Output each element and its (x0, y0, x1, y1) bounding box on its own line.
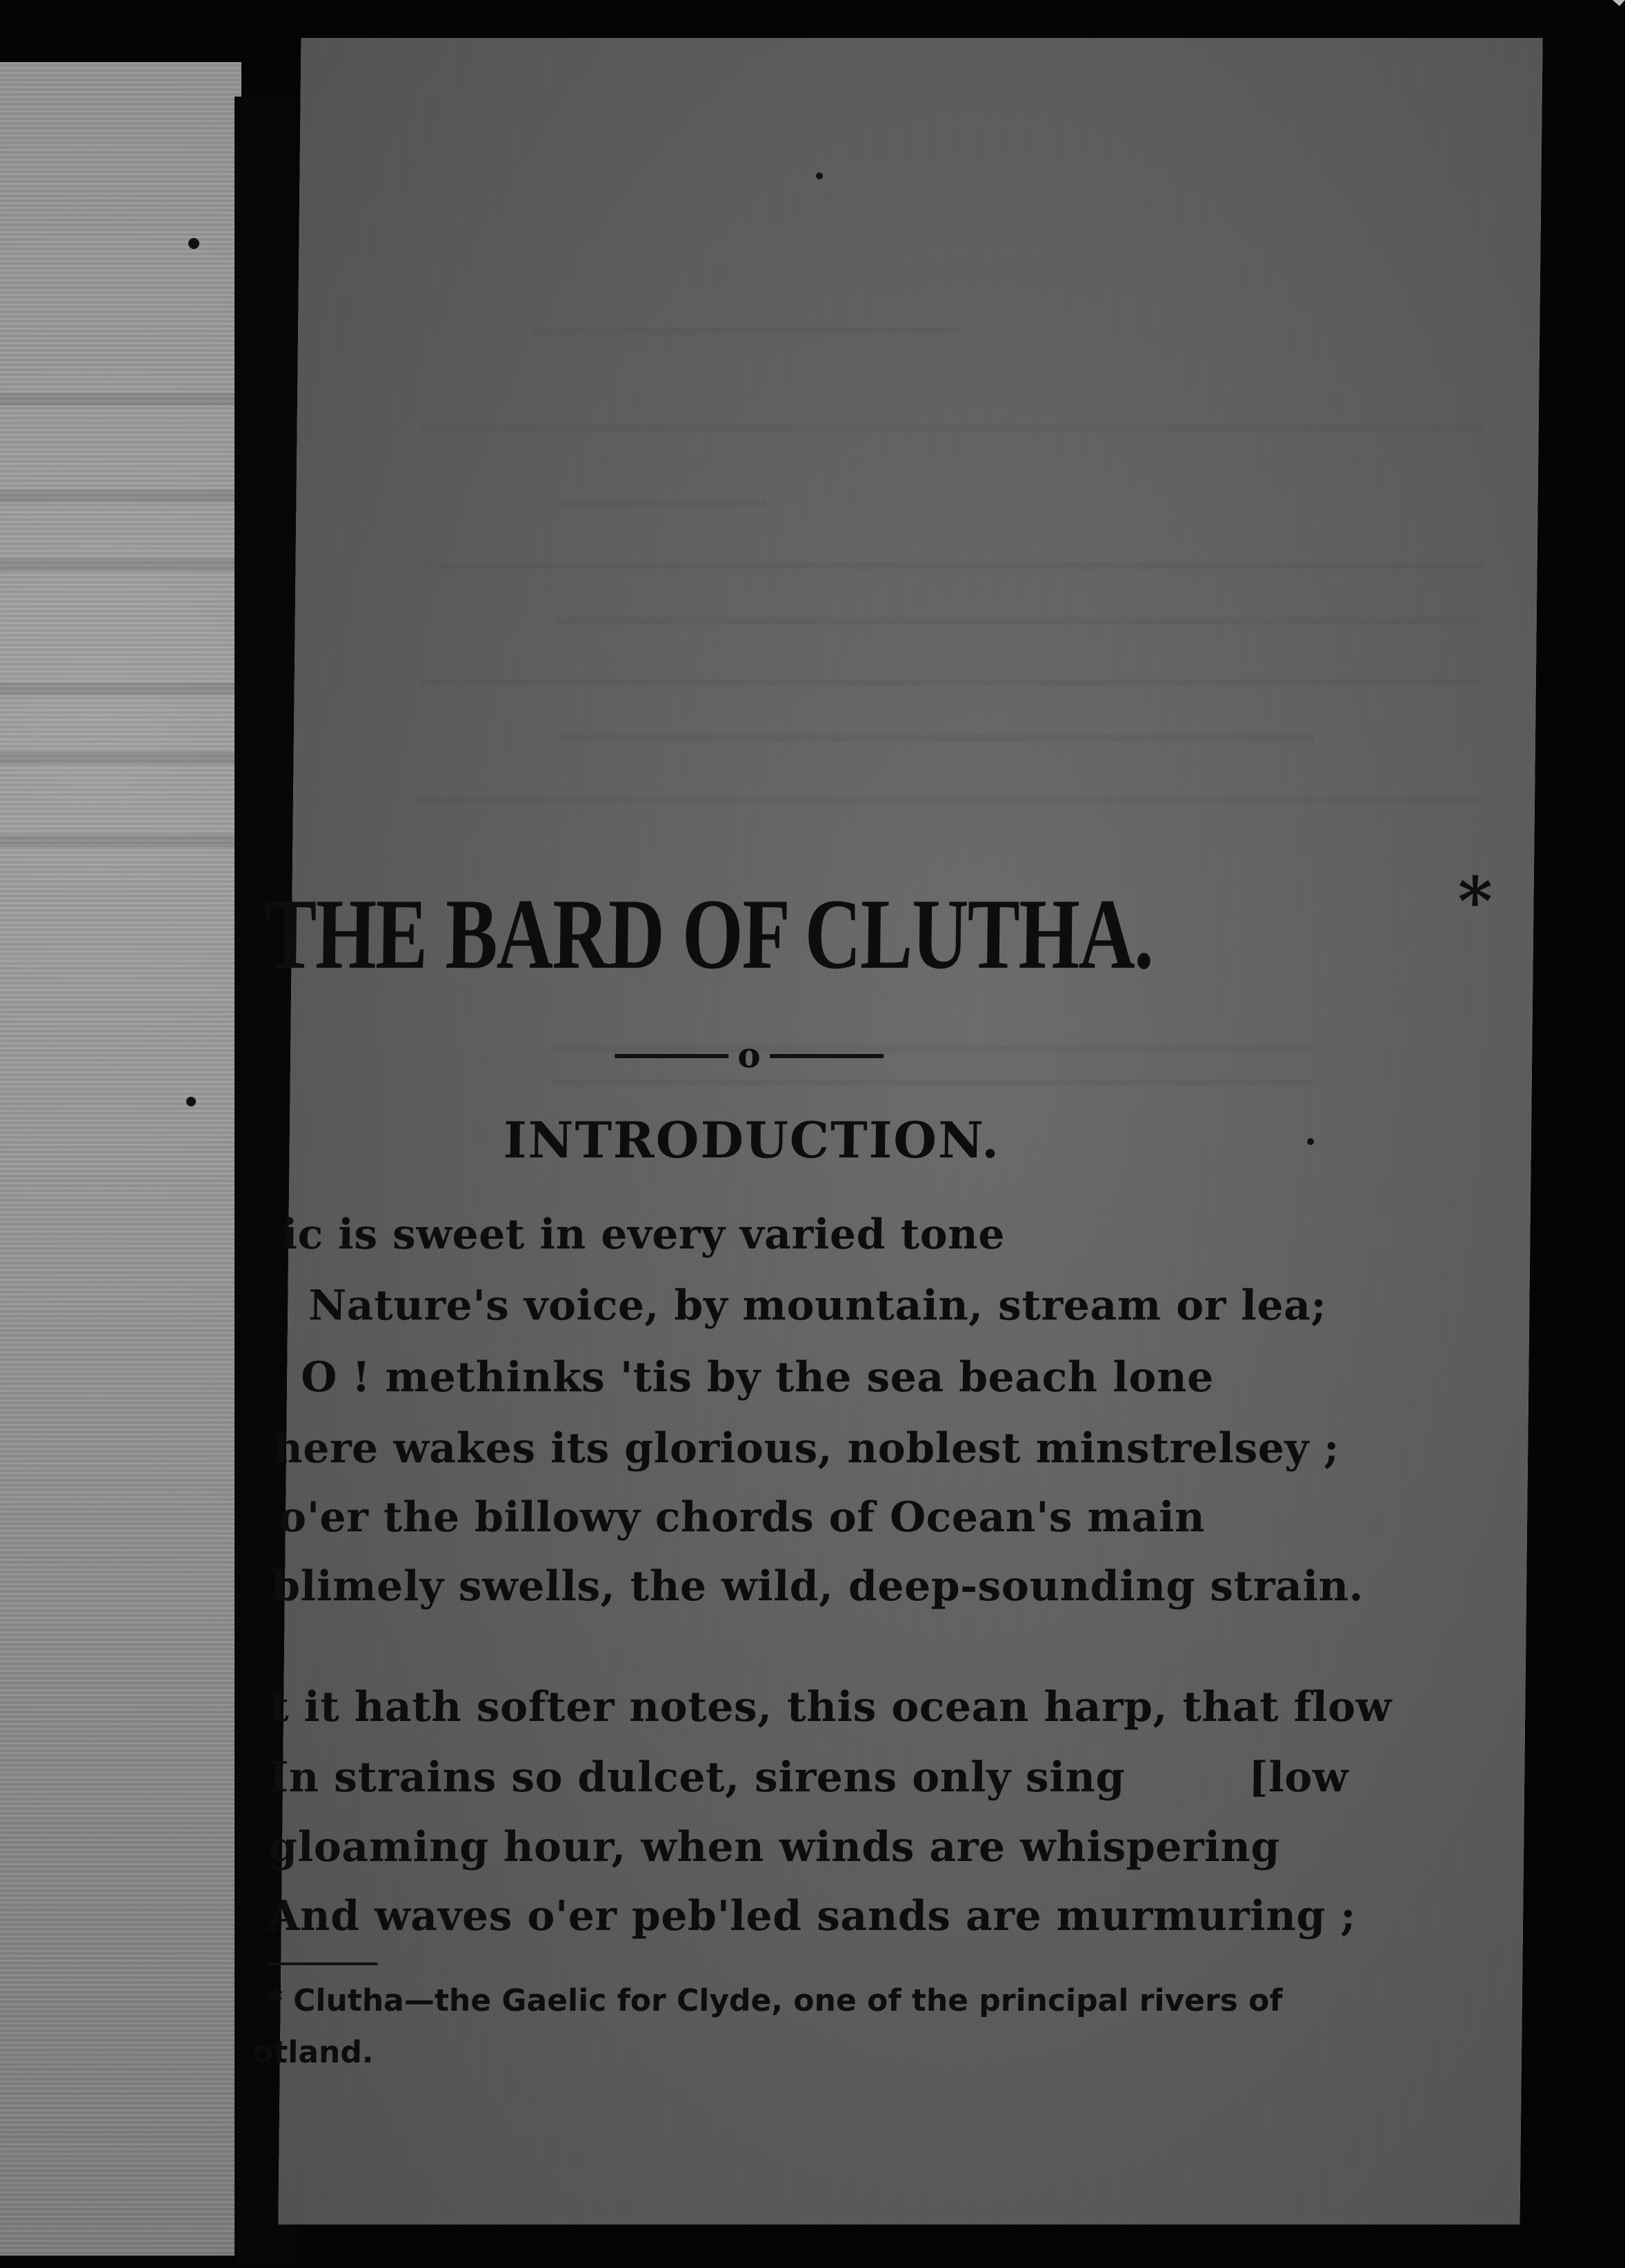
bleed-through-line (0, 490, 235, 502)
verse-line: And waves o'er peb'led sands are murmuring ; (267, 1892, 1357, 1940)
verse-line: gloaming hour, when winds are whispering (268, 1823, 1281, 1871)
page-content (252, 38, 1542, 2225)
verse-line: t it hath softer notes, this ocean harp, that flow (269, 1683, 1393, 1731)
film-scratch (1486, 0, 1625, 6)
bleed-through-line (0, 393, 235, 406)
verse-line: Nature's voice, by mountain, stream or lea; (308, 1282, 1327, 1330)
bleed-through-line (0, 835, 235, 847)
ink-speck (816, 172, 823, 179)
section-heading: INTRODUCTION. (503, 1111, 1001, 1169)
footnote-rule (267, 1962, 377, 1965)
left-facing-page (0, 62, 241, 2256)
verse-line: In strains so dulcet, sirens only sing (268, 1753, 1126, 1802)
divider-ornament: o (737, 1035, 761, 1075)
verse-line: o'er the billowy chords of Ocean's main (278, 1493, 1206, 1542)
verse-line: ic is sweet in every varied tone (281, 1211, 1006, 1259)
ink-speck (1307, 1138, 1314, 1145)
title-divider (615, 1035, 884, 1076)
divider-rule-left (615, 1054, 728, 1058)
bleed-through-line (0, 559, 235, 571)
verse-line: O ! methinks 'tis by the sea beach lone (300, 1353, 1215, 1402)
footnote-line: otland. (252, 2035, 374, 2070)
verse-line: blimely swells, the wild, deep-sounding strain. (270, 1562, 1364, 1611)
ink-speck (186, 1097, 196, 1106)
divider-rule-right (770, 1054, 884, 1058)
footnote-line: * Clutha—the Gaelic for Clyde, one of the principal rivers of (266, 1983, 1283, 2018)
verse-line: here wakes its glorious, noblest minstrelsey ; (272, 1424, 1340, 1473)
ink-speck (188, 238, 199, 249)
bleed-through-line (0, 752, 235, 764)
verse-line-carryover: [low (1248, 1753, 1349, 1802)
book-page (252, 38, 1542, 2225)
bleed-through-line (0, 683, 235, 695)
title-footnote-marker: * (1457, 862, 1493, 940)
page-title: THE BARD OF CLUTHA. (263, 878, 1154, 990)
